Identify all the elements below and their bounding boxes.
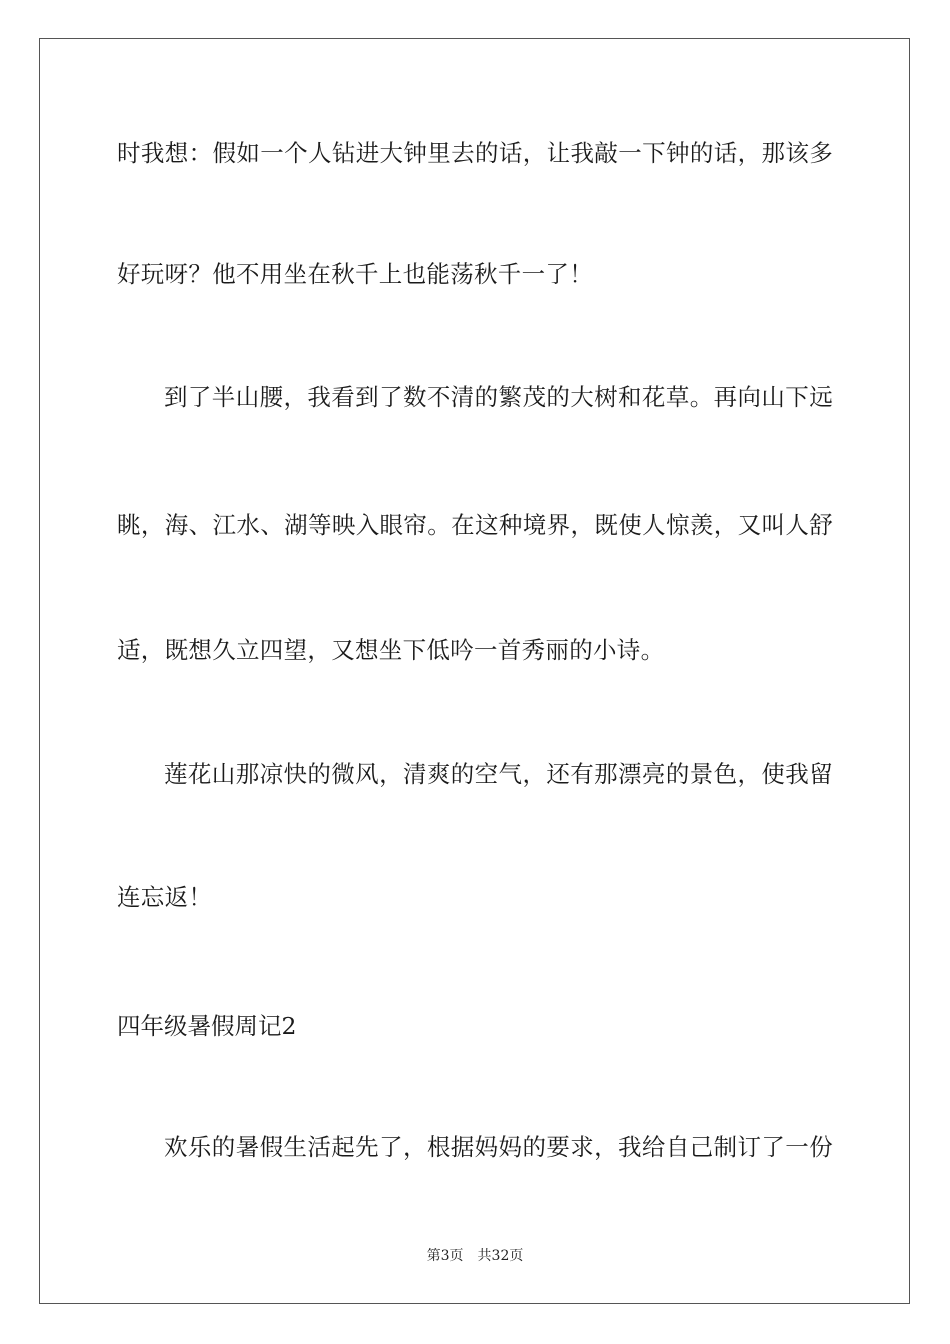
text-line-5: 适，既想久立四望，又想坐下低吟一首秀丽的小诗。: [117, 636, 665, 664]
page-footer: [0, 1247, 950, 1265]
text-line-1: 时我想：假如一个人钻进大钟里去的话，让我敲一下钟的话，那该多: [117, 139, 833, 167]
text-line-7: 连忘返！: [117, 883, 213, 911]
text-line-4: 眺，海、江水、湖等映入眼帘。在这种境界，既使人惊羡，又叫人舒: [117, 511, 833, 539]
text-line-6: 莲花山那凉快的微风，清爽的空气，还有那漂亮的景色，使我留: [164, 760, 833, 788]
page-number: 第3页: [426, 1248, 464, 1264]
text-line-3: 到了半山腰，我看到了数不清的繁茂的大树和花草。再向山下远: [164, 383, 833, 411]
section-heading: 四年级暑假周记2: [117, 1012, 297, 1040]
page-border: [39, 38, 910, 1304]
text-line-2: 好玩呀？他不用坐在秋千上也能荡秋千一了！: [117, 260, 593, 288]
page-total: 共32页: [477, 1248, 524, 1264]
text-line-9: 欢乐的暑假生活起先了，根据妈妈的要求，我给自己制订了一份: [164, 1133, 833, 1161]
